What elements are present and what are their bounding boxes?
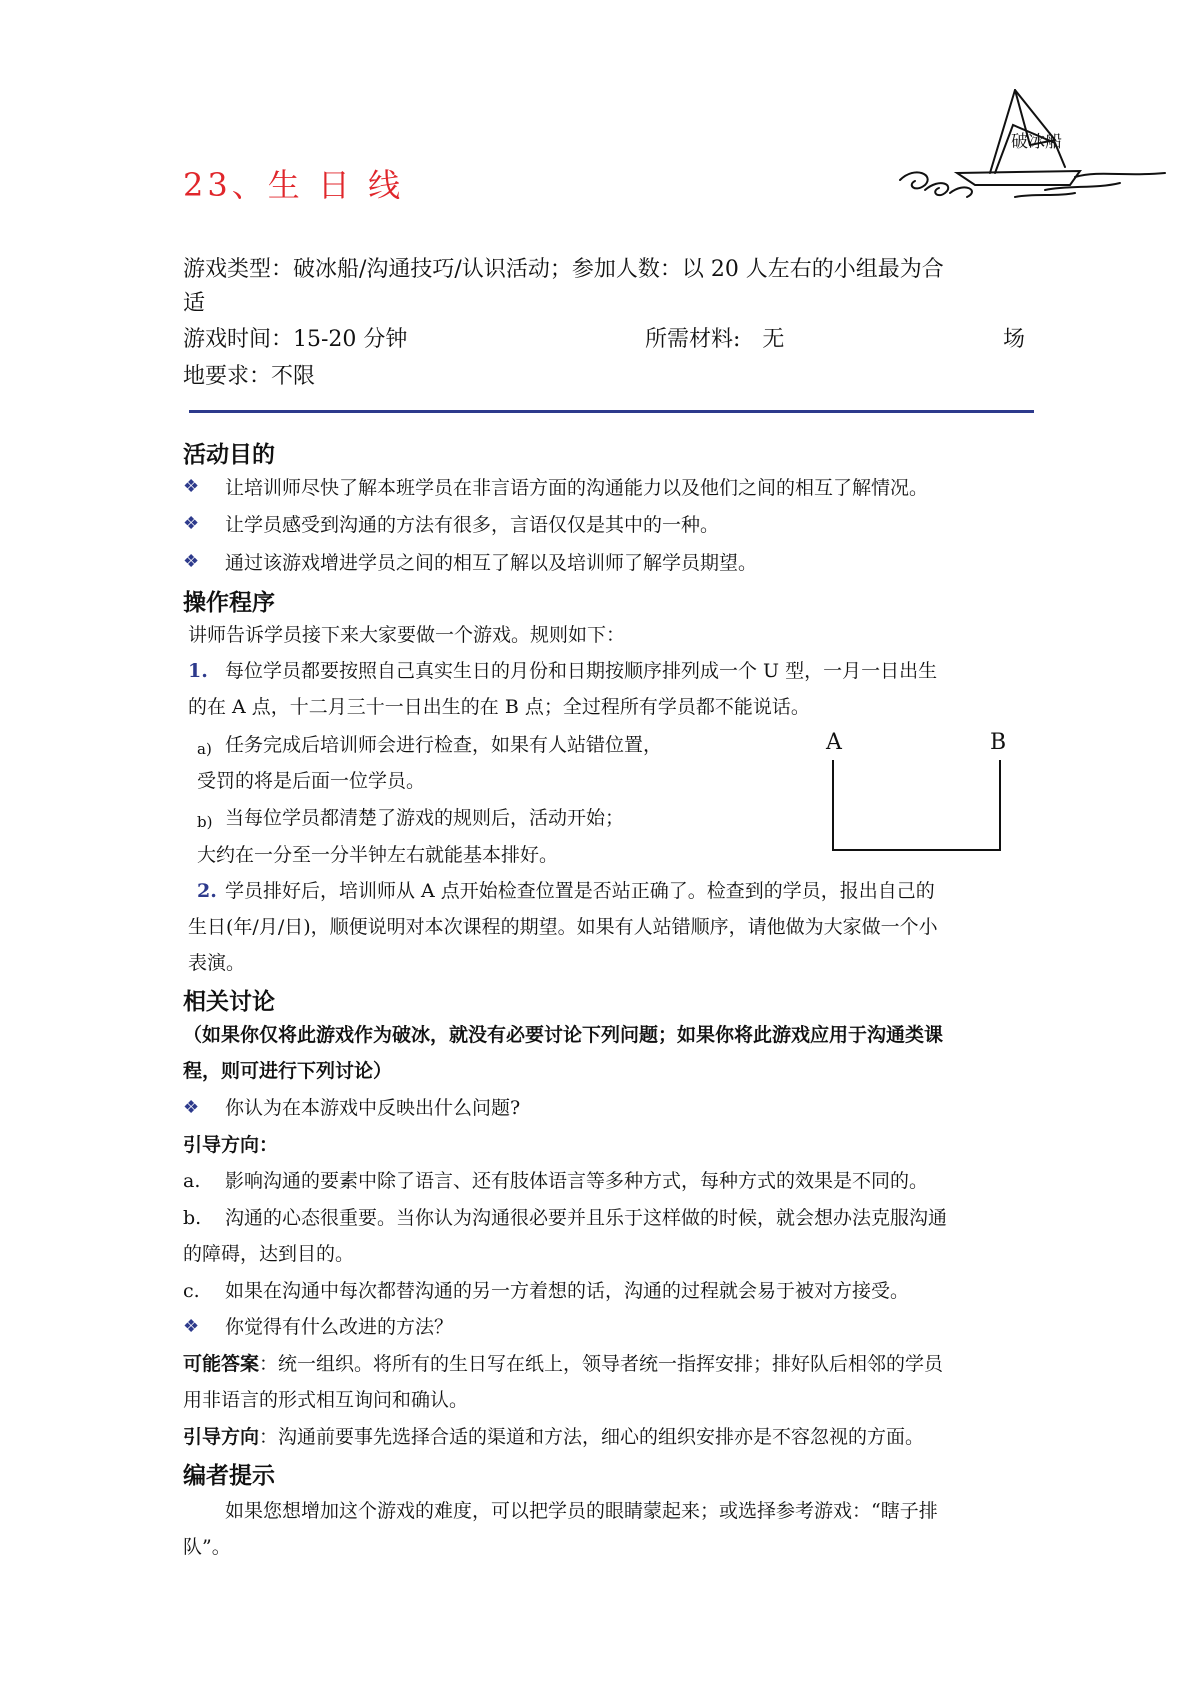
possible-answer-line1 (183, 1351, 943, 1377)
meta-venue-a: 场 (1003, 327, 1026, 352)
discussion-question-2: 你觉得有什么改进的方法？ (225, 1316, 454, 1338)
guide-mark-a: a. (183, 1170, 201, 1192)
discussion-question-1: 你认为在本游戏中反映出什么问题? (225, 1097, 521, 1119)
meta-line-2: 适 (183, 291, 206, 316)
step1-line2: 的在 A 点，十二月三十一日出生的在 B 点；全过程所有学员都不能说话。 (188, 696, 810, 718)
answer-text: ：统一组织。将所有的生日写在纸上，领导者统一指挥安排；排好队后相邻的学员 (259, 1353, 944, 1375)
page-title: 23、生 日 线 (183, 166, 405, 204)
guide-mark-b: b. (183, 1207, 202, 1229)
sub-b-line1: 当每位学员都清楚了游戏的规则后，活动开始； (225, 807, 625, 829)
guide-b-line1: 沟通的心态很重要。当你认为沟通很必要并且乐于这样做的时候，就会想办法克服沟通 (225, 1207, 948, 1229)
procedure-intro: 讲师告诉学员接下来大家要做一个游戏。规则如下： (188, 624, 626, 646)
meta-line-1: 游戏类型：破冰船/沟通技巧/认识活动；参加人数：以 20 人左右的小组最为合 (183, 257, 944, 282)
guide-mark-c: c. (183, 1280, 200, 1302)
sub-a-line2: 受罚的将是后面一位学员。 (197, 770, 426, 792)
u-shape-diagram (830, 760, 1010, 860)
diamond-bullet-icon: ❖ (183, 1097, 200, 1118)
guide-label: 引导方向： (183, 1134, 279, 1156)
meta-materials: 所需材料: 无 (645, 327, 785, 352)
guide2-text: ：沟通前要事先选择合适的渠道和方法，细心的组织安排亦是不容忽视的方面。 (259, 1426, 925, 1448)
diamond-bullet-icon: ❖ (183, 1316, 200, 1337)
purpose-item: 让培训师尽快了解本班学员在非言语方面的沟通能力以及他们之间的相互了解情况。 (225, 477, 929, 499)
step2-line1: 学员排好后，培训师从 A 点开始检查位置是否站正确了。检查到的学员，报出自己的 (225, 880, 935, 902)
discussion-note-line1: （如果你仅将此游戏作为破冰，就没有必要讨论下列问题；如果你将此游戏应用于沟通类课 (183, 1024, 944, 1046)
guide2-line (183, 1424, 924, 1450)
step-number: 2. (197, 880, 217, 902)
sub-mark-a: a) (197, 740, 212, 758)
section-procedure-heading: 操作程序 (183, 590, 275, 616)
divider (189, 410, 1034, 413)
tips-line1: 如果您想增加这个游戏的难度，可以把学员的眼睛蒙起来；或选择参考游戏：“瞎子排 (225, 1500, 938, 1522)
step1-line1: 每位学员都要按照自己真实生日的月份和日期按顺序排列成一个 U 型，一月一日出生 (225, 660, 938, 682)
sub-b-line2: 大约在一分至一分半钟左右就能基本排好。 (197, 844, 559, 866)
meta-venue-b: 地要求：不限 (183, 364, 316, 389)
diamond-bullet-icon: ❖ (183, 476, 200, 497)
step2-line2: 生日(年/月/日)，顺便说明对本次课程的期望。如果有人站错顺序，请他做为大家做一个小 (188, 916, 938, 938)
purpose-item: 让学员感受到沟通的方法有很多，言语仅仅是其中的一种。 (225, 514, 720, 536)
diamond-bullet-icon: ❖ (183, 513, 200, 534)
step2-line3: 表演。 (188, 952, 246, 974)
guide-a-text: 影响沟通的要素中除了语言、还有肢体语言等多种方式，每种方式的效果是不同的。 (225, 1170, 929, 1192)
discussion-note-line2: 程，则可进行下列讨论） (183, 1060, 393, 1082)
purpose-item: 通过该游戏增进学员之间的相互了解以及培训师了解学员期望。 (225, 552, 758, 574)
sub-a-line1: 任务完成后培训师会进行检查，如果有人站错位置， (225, 734, 663, 756)
meta-time: 游戏时间：15-20 分钟 (183, 327, 408, 352)
tips-line2: 队”。 (183, 1536, 231, 1558)
answer-label: 可能答案 (183, 1353, 260, 1375)
section-purpose-heading: 活动目的 (183, 442, 275, 468)
section-tips-heading: 编者提示 (183, 1463, 275, 1489)
guide-b-line2: 的障碍，达到目的。 (183, 1243, 355, 1265)
logo-text: 破冰船 (1011, 132, 1062, 152)
guide2-label: 引导方向 (183, 1426, 260, 1448)
section-discussion-heading: 相关讨论 (183, 989, 275, 1015)
diamond-bullet-icon: ❖ (183, 551, 200, 572)
guide-c-text: 如果在沟通中每次都替沟通的另一方着想的话，沟通的过程就会易于被对方接受。 (225, 1280, 910, 1302)
possible-answer-line2: 用非语言的形式相互询问和确认。 (183, 1389, 469, 1411)
step-number: 1. (188, 660, 208, 682)
diagram-label-b: B (990, 730, 1007, 755)
diagram-label-a: A (826, 730, 842, 755)
sub-mark-b: b) (197, 813, 213, 831)
icebreaker-logo (895, 85, 1170, 210)
